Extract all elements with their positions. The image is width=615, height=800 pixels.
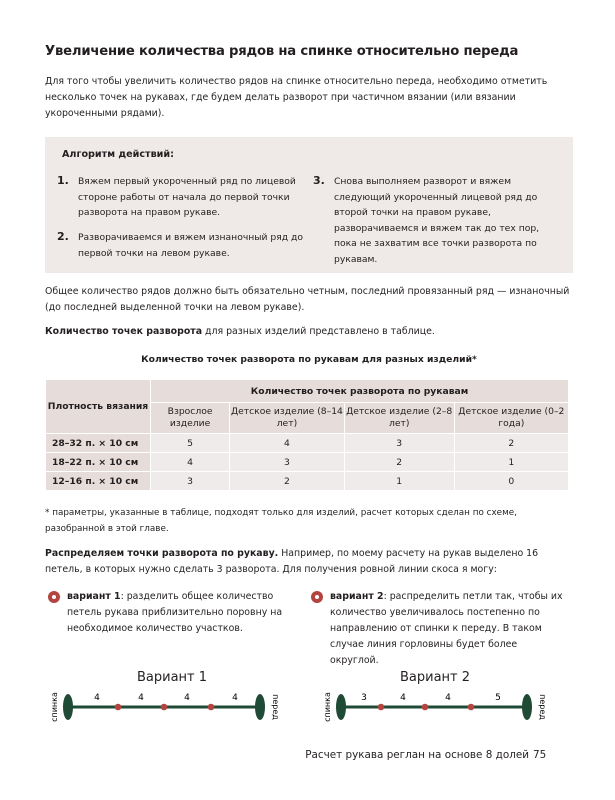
turn-point: [378, 704, 385, 711]
right-label: перед: [538, 694, 547, 720]
segment-label: 5: [495, 693, 501, 703]
turn-points-table: [45, 379, 569, 491]
right-end-marker: [255, 694, 265, 720]
left-end-marker: [336, 694, 346, 720]
table-cell: 3: [230, 453, 345, 472]
variant-text: : разделить общее количество петель рукава приблизительно поровну на необходимое количество участков.: [67, 591, 283, 634]
distribute-paragraph: [45, 546, 573, 578]
distribute-bold: Распределяем точки разворота по рукаву.: [45, 548, 279, 559]
table-row: [46, 453, 569, 472]
table-cell: 3: [344, 434, 454, 453]
row-density: 28–32 п. × 10 см: [46, 434, 151, 453]
variant-text: : распределить петли так, чтобы их количество увеличивалось постепенно по направлению от спинки к переду. В таком случае линия горловины будет более округлой.: [330, 591, 563, 666]
turn-point: [208, 704, 215, 711]
even-rows-paragraph: Общее количество рядов должно быть обязательно четным, последний провязанный ряд — изнаночный (до последней выделенной точки на левом рукаве).: [45, 286, 570, 313]
column-header-density: Плотность вязания: [46, 380, 151, 434]
variant-label: вариант 1: [67, 591, 121, 602]
table-row: [46, 434, 569, 453]
column-header-group: Количество точек разворота по рукавам: [151, 380, 569, 403]
table-row: [46, 472, 569, 491]
table-cell: 1: [344, 472, 454, 491]
variant-label: вариант 2: [330, 591, 384, 602]
bullet-icon: [48, 591, 60, 603]
step-number: 3.: [313, 174, 325, 187]
page-number: 75: [533, 749, 547, 761]
sleeve-diagram: [45, 685, 285, 735]
table-cell: 0: [454, 472, 568, 491]
table-cell: 1: [454, 453, 568, 472]
distribute-text: Например, по моему расчету на рукав выделено 16 петель, в которых нужно сделать 3 разворота. Для получения ровной линии скоса я могу:: [45, 548, 539, 575]
table-cell: 4: [230, 434, 345, 453]
step-text: Вяжем первый укороченный ряд по лицевой стороне работы от начала до первой точки разворота на правом рукаве.: [78, 176, 296, 219]
algorithm-title: Алгоритм действий:: [62, 149, 174, 160]
algorithm-box: [45, 137, 573, 273]
section-title: Увеличение количества рядов на спинке относительно переда: [45, 44, 519, 59]
segment-label: 4: [232, 693, 238, 703]
bullet-icon: [311, 591, 323, 603]
step-text: Снова выполняем разворот и вяжем следующий укороченный лицевой ряд до второй точки на правом рукаве, разворачиваемся и вяжем так до тех пор, пока не захватим все точки разворота по рукавам.: [334, 176, 540, 265]
turn-point: [422, 704, 429, 711]
diagram-title: Вариант 2: [400, 670, 471, 685]
variant-item: [330, 589, 565, 669]
table-cell: 2: [230, 472, 345, 491]
sleeve-diagram: [308, 685, 553, 735]
turn-point: [161, 704, 168, 711]
table-cell: 2: [454, 434, 568, 453]
watermark: PassionForum.ru: [513, 783, 592, 793]
variant-item: [67, 589, 299, 637]
row-density: 18–22 п. × 10 см: [46, 453, 151, 472]
segment-label: 4: [138, 693, 144, 703]
column-header: Детское изделие (0–2 года): [454, 403, 568, 434]
column-header: Взрослое изделие: [151, 403, 230, 434]
left-label: спинка: [50, 692, 59, 722]
segment-label: 3: [361, 693, 367, 703]
column-header: Детское изделие (2–8 лет): [344, 403, 454, 434]
table-cell: 2: [344, 453, 454, 472]
diagram-title: Вариант 1: [137, 670, 208, 685]
table-cell: 5: [151, 434, 230, 453]
intro-paragraph: Для того чтобы увеличить количество рядов на спинке относительно переда, необходимо отметить несколько точек на рукавах, где будем делать разворот при частичном вязании (или вязании укороченными рядами).: [45, 76, 548, 119]
segment-label: 4: [445, 693, 451, 703]
turn-point: [115, 704, 122, 711]
table-intro-text: для разных изделий представлено в таблице.: [202, 326, 435, 337]
table-intro-bold: Количество точек разворота: [45, 326, 203, 337]
right-end-marker: [522, 694, 532, 720]
table-intro-paragraph: [45, 324, 573, 340]
column-header: Детское изделие (8–14 лет): [230, 403, 345, 434]
turn-point: [468, 704, 475, 711]
right-label: перед: [271, 694, 280, 720]
segment-label: 4: [184, 693, 190, 703]
table-cell: 3: [151, 472, 230, 491]
page-footer: Расчет рукава реглан на основе 8 долей: [305, 749, 529, 761]
step-number: 1.: [57, 174, 69, 187]
table-caption: Количество точек разворота по рукавам для разных изделий*: [141, 354, 477, 365]
table-footnote: * параметры, указанные в таблице, подходят только для изделий, расчет которых сделан по схеме, разобранной в этой главе.: [45, 508, 517, 534]
segment-label: 4: [94, 693, 100, 703]
left-label: спинка: [323, 692, 332, 722]
table-cell: 4: [151, 453, 230, 472]
step-text: Разворачиваемся и вяжем изнаночный ряд до первой точки на левом рукаве.: [78, 232, 303, 259]
row-density: 12–16 п. × 10 см: [46, 472, 151, 491]
segment-label: 4: [400, 693, 406, 703]
step-number: 2.: [57, 230, 69, 243]
left-end-marker: [63, 694, 73, 720]
